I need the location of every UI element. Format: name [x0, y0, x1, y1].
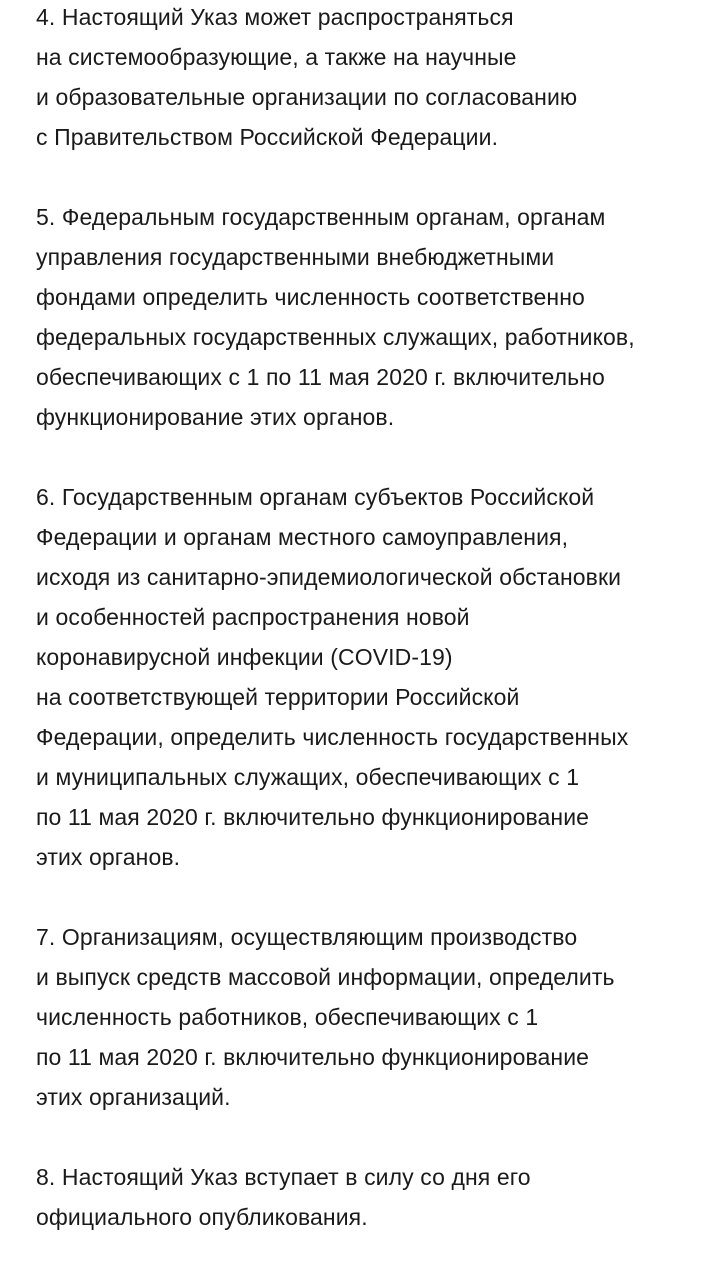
paragraph-line: на системообразующие, а также на научные: [36, 44, 517, 70]
paragraph-8: [36, 1157, 724, 1237]
paragraph-4: [36, 0, 724, 157]
paragraph-line: 8. Настоящий Указ вступает в силу со дня его: [36, 1164, 531, 1190]
paragraph-line: численность работников, обеспечивающих с 1: [36, 1004, 539, 1030]
paragraph-line: управления государственными внебюджетными: [36, 244, 555, 270]
paragraph-line: официального опубликования.: [36, 1204, 368, 1230]
paragraph-line: и образовательные организации по согласованию: [36, 84, 578, 110]
paragraph-line: 6. Государственным органам субъектов Российской: [36, 484, 595, 510]
paragraph-6: [36, 477, 724, 877]
paragraph-line: и особенностей распространения новой: [36, 604, 470, 630]
paragraph-line: фондами определить численность соответственно: [36, 284, 585, 310]
paragraph-line: функционирование этих органов.: [36, 404, 395, 430]
paragraph-line: на соответствующей территории Российской: [36, 684, 520, 710]
paragraph-line: 7. Организациям, осуществляющим производство: [36, 924, 578, 950]
paragraph-line: Федерации и органам местного самоуправления,: [36, 524, 569, 550]
paragraph-line: коронавирусной инфекции (COVID-19): [36, 644, 453, 670]
paragraph-7: [36, 917, 724, 1117]
paragraph-line: 5. Федеральным государственным органам, органам: [36, 204, 606, 230]
paragraph-line: этих органов.: [36, 844, 181, 870]
paragraph-line: с Правительством Российской Федерации.: [36, 124, 499, 150]
paragraph-line: этих организаций.: [36, 1084, 231, 1110]
paragraph-line: федеральных государственных служащих, работников,: [36, 324, 635, 350]
paragraph-line: обеспечивающих с 1 по 11 мая 2020 г. включительно: [36, 364, 605, 390]
paragraph-line: и муниципальных служащих, обеспечивающих с 1: [36, 764, 580, 790]
paragraph-line: и выпуск средств массовой информации, определить: [36, 964, 615, 990]
paragraph-line: по 11 мая 2020 г. включительно функционирование: [36, 804, 590, 830]
paragraph-line: Федерации, определить численность государственных: [36, 724, 629, 750]
paragraph-line: исходя из санитарно-эпидемиологической обстановки: [36, 564, 622, 590]
paragraph-5: [36, 197, 724, 437]
paragraph-line: 4. Настоящий Указ может распространяться: [36, 4, 514, 30]
paragraph-line: по 11 мая 2020 г. включительно функционирование: [36, 1044, 590, 1070]
